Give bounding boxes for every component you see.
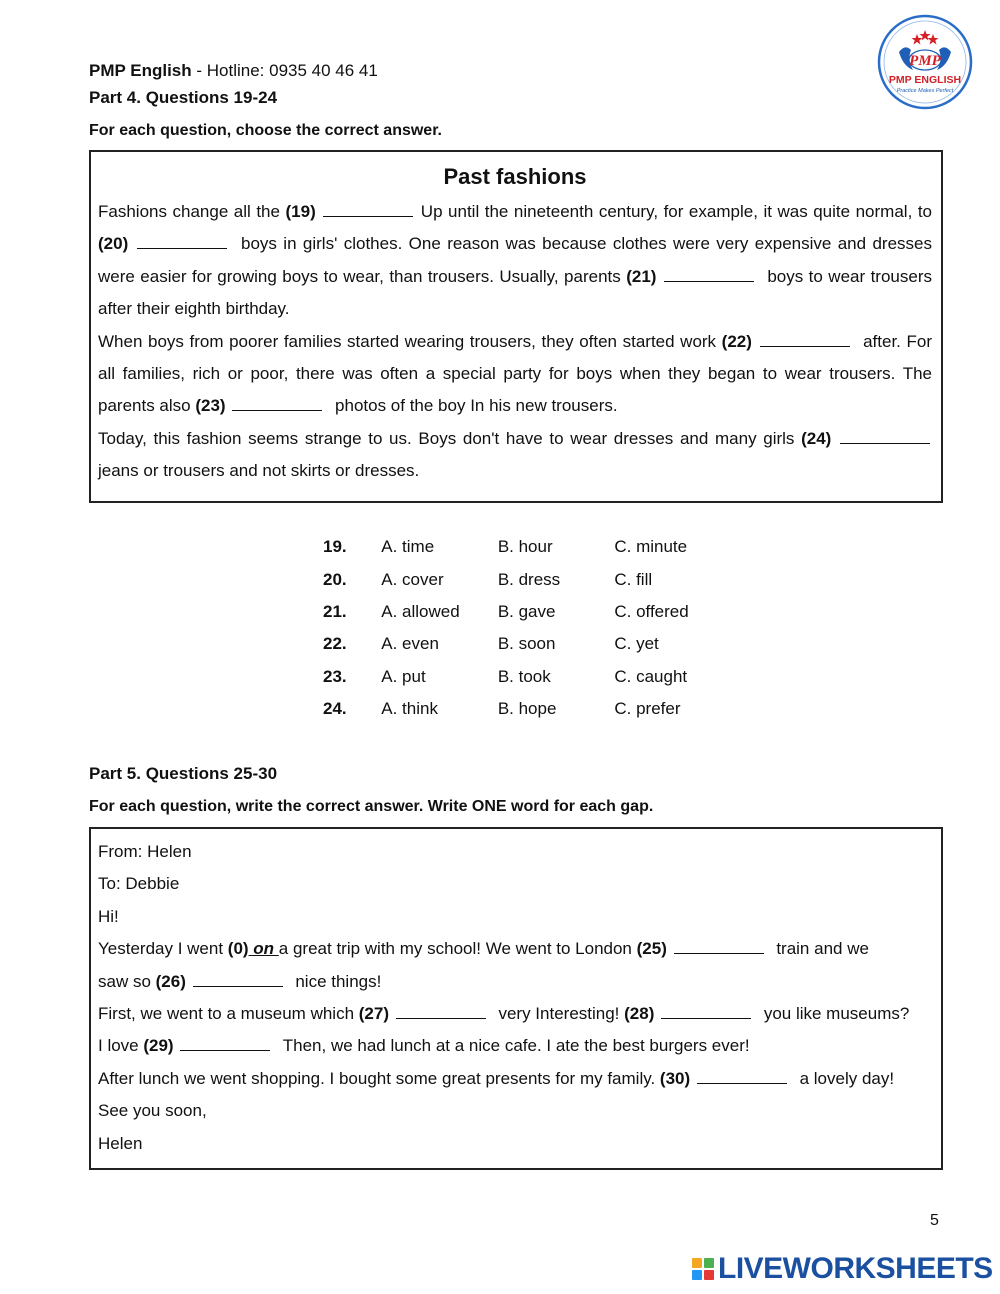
example-answer: on [248, 939, 279, 959]
watermark-text: LIVEWORKSHEETS [718, 1252, 993, 1285]
option-b[interactable]: B. took [497, 666, 551, 686]
page-number: 5 [930, 1212, 939, 1229]
option-c[interactable]: C. yet [614, 634, 659, 654]
gap-label-20: (20) [98, 234, 129, 254]
liveworksheets-watermark [692, 1253, 993, 1285]
gap-19[interactable] [323, 203, 413, 217]
gap-29[interactable] [180, 1037, 270, 1051]
email-box [89, 827, 943, 1170]
email-line-8: After lunch we went shopping. I bought some great presents for my family. (30) a lovely day! [98, 1068, 895, 1088]
option-a[interactable]: A. think [381, 699, 438, 719]
gap-26[interactable] [193, 973, 283, 987]
option-a[interactable]: A. even [381, 634, 439, 654]
gap-label-28: (28) [624, 1004, 655, 1024]
email-line-7: I love (29) Then, we had lunch at a nice cafe. I ate the best burgers ever! [98, 1036, 750, 1056]
option-a[interactable]: A. cover [381, 569, 444, 589]
gap-label-23: (23) [195, 396, 226, 416]
logo-mark: PMP [909, 53, 941, 69]
option-row [323, 693, 723, 725]
question-number: 23. [323, 666, 347, 686]
passage-title: Past fashions [443, 164, 587, 189]
question-number: 19. [323, 537, 347, 557]
option-row [323, 531, 723, 563]
gap-28[interactable] [661, 1005, 751, 1019]
answer-options [323, 531, 723, 725]
gap-27[interactable] [396, 1005, 486, 1019]
gap-label-27: (27) [358, 1004, 389, 1024]
gap-label-24: (24) [801, 428, 832, 448]
option-row [323, 628, 723, 660]
gap-label-25: (25) [636, 939, 667, 959]
email-line-6: First, we went to a museum which (27) very Interesting! (28) you like museums? [98, 1004, 910, 1024]
passage-box [89, 150, 943, 503]
option-b[interactable]: B. hope [497, 699, 557, 719]
option-c[interactable]: C. offered [614, 601, 689, 621]
gap-30[interactable] [697, 1070, 787, 1084]
gap-22[interactable] [760, 333, 850, 347]
email-from: From: Helen [98, 842, 192, 861]
email-closing: See you soon, [98, 1101, 207, 1121]
pmp-english-logo [877, 14, 973, 110]
option-b[interactable]: B. gave [497, 601, 556, 621]
option-a[interactable]: A. put [381, 666, 426, 686]
email-line-4: Yesterday I went (0) on a great trip with my school! We went to London (25) train and we [98, 939, 869, 959]
question-number: 21. [323, 601, 347, 621]
option-row [323, 661, 723, 693]
option-row [323, 563, 723, 595]
email-to: To: Debbie [98, 874, 180, 894]
gap-label-29: (29) [143, 1036, 174, 1056]
gap-label-21: (21) [626, 266, 657, 286]
gap-label-30: (30) [659, 1068, 691, 1088]
question-number: 22. [323, 634, 347, 654]
logo-slogan: Practice Makes Perfect [896, 88, 954, 94]
header-hotline [89, 60, 378, 82]
option-b[interactable]: B. soon [497, 634, 556, 654]
hotline: - Hotline: 0935 40 46 41 [191, 61, 378, 80]
gap-label-26: (26) [155, 971, 186, 991]
passage-paragraph-3: Today, this fashion seems strange to us. Boys don't have to wear dresses and many girls (24) jeans or trousers and not skirts or dresses. [98, 423, 932, 488]
option-a[interactable]: A. allowed [381, 601, 460, 621]
part5-instruction: For each question, write the correct answer. Write ONE word for each gap. [89, 798, 654, 815]
option-c[interactable]: C. prefer [614, 699, 681, 719]
option-c[interactable]: C. fill [614, 569, 653, 589]
part4-title: Part 4. Questions 19-24 [89, 88, 278, 107]
gap-23[interactable] [232, 397, 322, 411]
gap-21[interactable] [664, 268, 754, 282]
question-number: 20. [323, 569, 347, 589]
brand-name: PMP English [89, 61, 192, 80]
gap-25[interactable] [674, 940, 764, 954]
gap-24[interactable] [840, 430, 930, 444]
question-number: 24. [323, 699, 347, 719]
email-greeting: Hi! [98, 906, 119, 926]
gap-20[interactable] [137, 235, 227, 249]
option-a[interactable]: A. time [381, 537, 435, 557]
gap-label-0: (0) [227, 939, 249, 959]
option-b[interactable]: B. dress [497, 569, 561, 589]
email-line-5: saw so (26) nice things! [98, 971, 382, 991]
gap-label-22: (22) [721, 331, 752, 351]
gap-label-19: (19) [285, 202, 316, 221]
part4-instruction: For each question, choose the correct answer. [89, 122, 442, 139]
passage-paragraph-2: When boys from poorer families started wearing trousers, they often started work (22) after. For all families, rich or poor, there was often a special party for boys when they began to wear trousers. The parents also (23) photos of the boy In his new trousers. [98, 331, 932, 416]
option-c[interactable]: C. caught [614, 666, 688, 686]
option-row [323, 596, 723, 628]
part5-title: Part 5. Questions 25-30 [89, 764, 278, 783]
option-c[interactable]: C. minute [614, 537, 688, 557]
liveworksheets-blocks-icon [692, 1258, 714, 1280]
logo-name: PMP ENGLISH [888, 74, 962, 86]
email-signature: Helen [98, 1133, 143, 1153]
option-b[interactable]: B. hour [497, 537, 553, 557]
passage-paragraph-1: Fashions change all the (19) Up until the nineteenth century, for example, it was quite normal, to (20) boys in girls' clothes. One reason was because clothes were very expensive and dresses were easier for growing boys to wear, than trousers. Usually, parents (21) boys to wear trousers after their eighth birthday. [98, 202, 932, 319]
